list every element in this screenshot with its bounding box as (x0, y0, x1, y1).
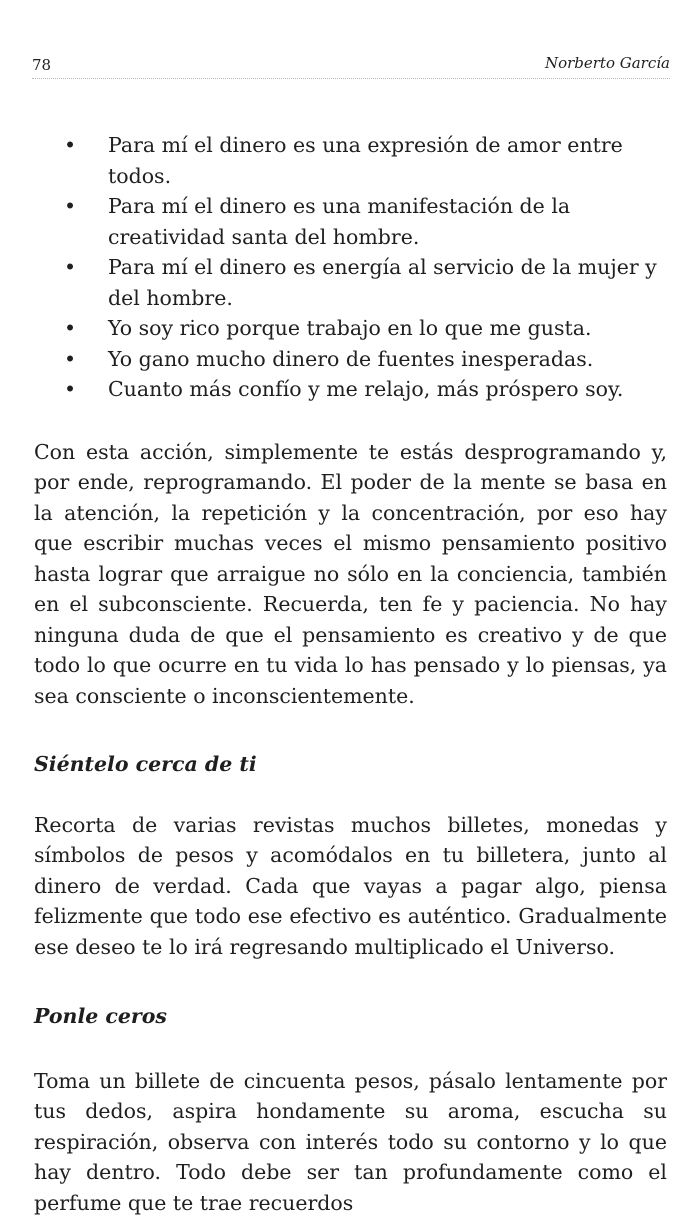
list-item-text: Para mí el dinero es energía al servicio de la mujer y del hombre. (108, 255, 657, 310)
list-item-text: Para mí el dinero es una expresión de amor entre todos. (108, 133, 623, 188)
list-item (34, 344, 667, 375)
body-paragraph: Con esta acción, simplemente te estás desprogramando y, por ende, reprogramando. El poder de la mente se basa en la atención, la repetición y la concentración, por eso hay que escribir muchas veces el mismo pensamiento positivo hasta lograr que arraigue no sólo en la conciencia, también en el subconsciente. Recuerda, ten fe y paciencia. No hay ninguna duda de que el pensamiento es creativo y de que todo lo que ocurre en tu vida lo has pensado y lo piensas, ya sea consciente o inconscientemente. (34, 437, 667, 712)
list-item (34, 191, 667, 252)
affirmation-list (34, 130, 667, 405)
list-item-text: Yo gano mucho dinero de fuentes inesperadas. (108, 347, 593, 371)
list-item (34, 252, 667, 313)
list-item-text: Para mí el dinero es una manifestación de la creatividad santa del hombre. (108, 194, 570, 249)
list-item (34, 374, 667, 405)
section-paragraph-sientelo: Recorta de varias revistas muchos billetes, monedas y símbolos de pesos y acomódalos en tu billetera, junto al dinero de verdad. Cada que vayas a pagar algo, piensa felizmente que todo ese efectivo es auténtico. Gradualmente ese deseo te lo irá regresando multiplicado el Universo. (34, 810, 667, 963)
section-heading-ponle-ceros: Ponle ceros (34, 1001, 667, 1032)
bullet-icon: • (64, 130, 76, 161)
bullet-icon: • (64, 344, 76, 375)
list-item (34, 313, 667, 344)
bullet-icon: • (64, 313, 76, 344)
page-number: 78 (32, 56, 51, 74)
page-header (32, 50, 670, 79)
section-heading-sientelo: Siéntelo cerca de ti (34, 749, 667, 780)
list-item-text: Cuanto más confío y me relajo, más próspero soy. (108, 377, 623, 401)
page-body (34, 130, 667, 1218)
section-paragraph-ponle-ceros: Toma un billete de cincuenta pesos, pásalo lentamente por tus dedos, aspira hondamente su aroma, escucha su respiración, observa con interés todo su contorno y lo que hay dentro. Todo debe ser tan profundamente como el perfume que te trae recuerdos (34, 1066, 667, 1218)
list-item-text: Yo soy rico porque trabajo en lo que me gusta. (108, 316, 591, 340)
list-item (34, 130, 667, 191)
bullet-icon: • (64, 252, 76, 283)
bullet-icon: • (64, 191, 76, 222)
bullet-icon: • (64, 374, 76, 405)
running-author: Norberto García (545, 54, 670, 72)
